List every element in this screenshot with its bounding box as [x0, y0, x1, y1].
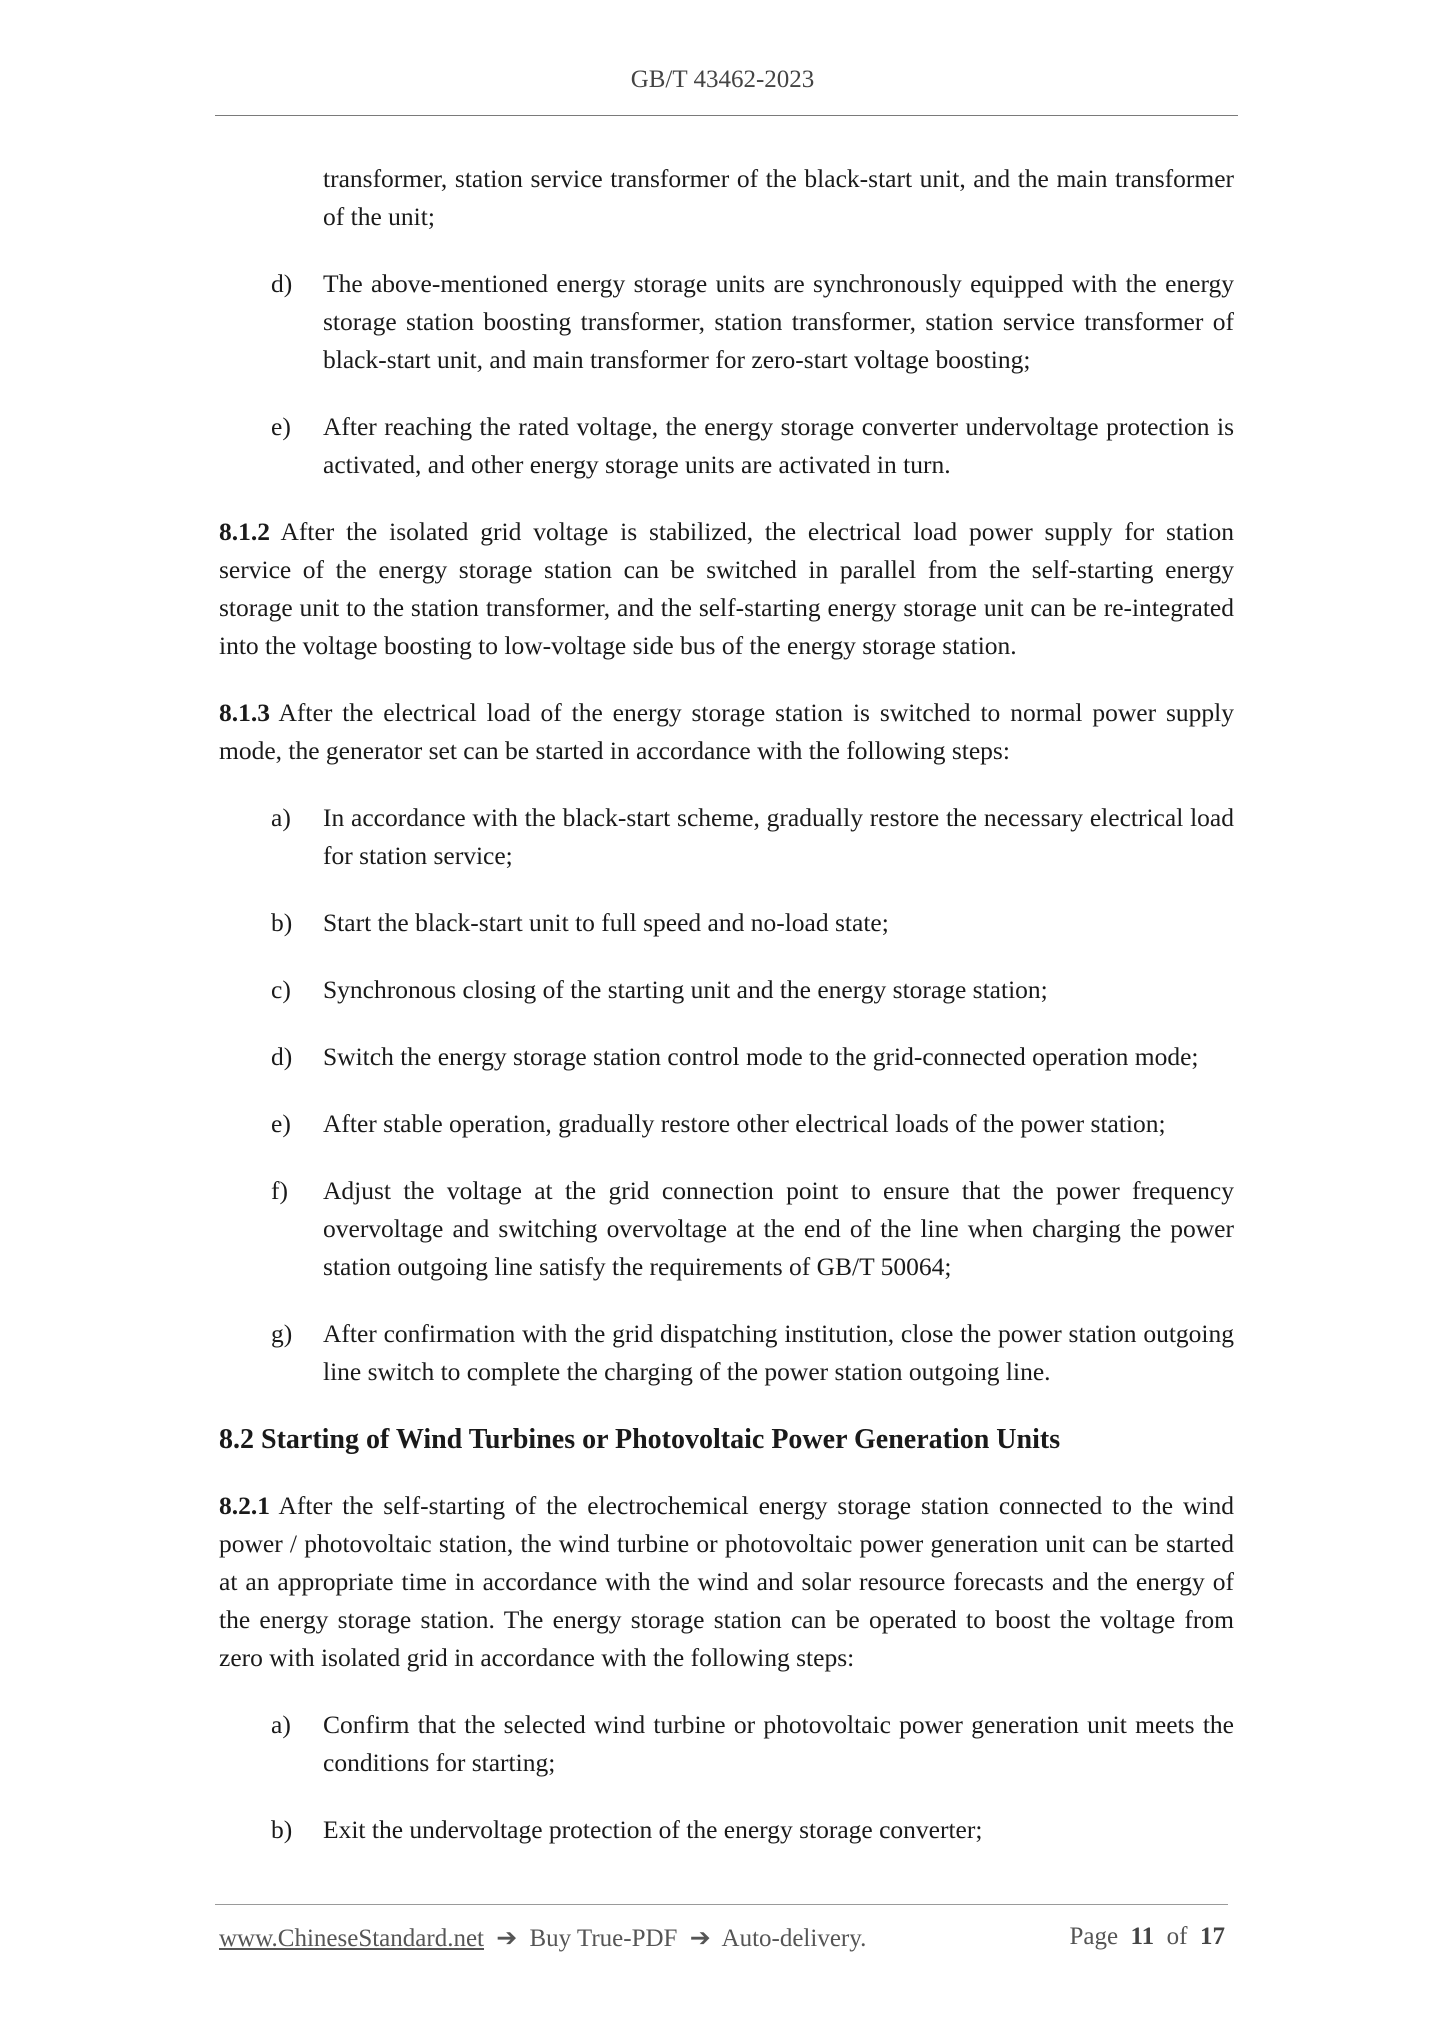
list-item-text: Switch the energy storage station control mode to the grid-connected operation mode; [323, 1042, 1199, 1071]
buy-true-pdf-text: Buy True-PDF [529, 1925, 678, 1952]
list-item-f [219, 1172, 1234, 1286]
document-body [219, 160, 1234, 1878]
page-indicator [1069, 1923, 1225, 1951]
section-heading-8-2: 8.2 Starting of Wind Turbines or Photovoltaic Power Generation Units [219, 1424, 1061, 1455]
list-item-label: e) [271, 1109, 291, 1138]
list-item-a [219, 1706, 1234, 1782]
list-item-text: Synchronous closing of the starting unit and the energy storage station; [323, 975, 1048, 1004]
list-item-label: e) [271, 412, 291, 441]
list-item-b [219, 904, 1234, 942]
clause-8-1-2 [219, 513, 1234, 665]
clause-8-1-3 [219, 694, 1234, 770]
list-item-continued [219, 160, 1234, 236]
clause-text: After the self-starting of the electrochemical energy storage station connected to the wind power / photovoltaic station, the wind turbine or photovoltaic power generation unit can be started at an appropriate time in accordance with the wind and solar resource forecasts and the energy of the energy storage station. The energy storage station can be operated to boost the voltage from zero with isolated grid in accordance with the following steps: [219, 1491, 1234, 1672]
list-item-label: c) [271, 975, 291, 1004]
list-item-label: g) [271, 1319, 293, 1348]
list-item-text: Start the black-start unit to full speed and no-load state; [323, 908, 889, 937]
list-item-e [219, 1105, 1234, 1143]
clause-8-2-1 [219, 1487, 1234, 1677]
list-item-label: f) [271, 1176, 288, 1205]
of-label: of [1166, 1923, 1188, 1950]
list-item-e [219, 408, 1234, 484]
list-item-text: The above-mentioned energy storage units are synchronously equipped with the energy storage station boosting transformer, station transformer, station service transformer of black-start unit, and main transformer for zero-start voltage boosting; [323, 269, 1234, 374]
list-item-text: Adjust the voltage at the grid connection point to ensure that the power frequency overvoltage and switching overvoltage at the end of the line when charging the power station outgoing line satisfy the requirements of GB/T 50064; [323, 1176, 1234, 1281]
list-item-text: After confirmation with the grid dispatching institution, close the power station outgoing line switch to complete the charging of the power station outgoing line. [323, 1319, 1234, 1386]
list-item-d [219, 1038, 1234, 1076]
list-item-label: b) [271, 908, 293, 937]
list-item-text: Confirm that the selected wind turbine or photovoltaic power generation unit meets the conditions for starting; [323, 1710, 1234, 1777]
list-item-label: d) [271, 269, 293, 298]
list-item-label: a) [271, 803, 291, 832]
page-current: 11 [1130, 1923, 1155, 1950]
footer-promo [219, 1923, 866, 1953]
list-item-label: d) [271, 1042, 293, 1071]
list-item-text: In accordance with the black-start scheme, gradually restore the necessary electrical load for station service; [323, 803, 1234, 870]
page-label: Page [1069, 1923, 1119, 1950]
auto-delivery-text: Auto-delivery. [721, 1925, 867, 1952]
list-item-g [219, 1315, 1234, 1391]
footer-divider [215, 1904, 1228, 1905]
list-item-text: transformer, station service transformer of the black-start unit, and the main transformer of the unit; [323, 164, 1234, 231]
clause-text: After the electrical load of the energy storage station is switched to normal power supply mode, the generator set can be started in accordance with the following steps: [219, 698, 1234, 765]
list-item-text: After reaching the rated voltage, the energy storage converter undervoltage protection is activated, and other energy storage units are activated in turn. [323, 412, 1234, 479]
clause-number: 8.1.3 [219, 698, 270, 727]
list-item-c [219, 971, 1234, 1009]
clause-text: After the isolated grid voltage is stabilized, the electrical load power supply for station service of the energy storage station can be switched in parallel from the self-starting energy storage unit to the station transformer, and the self-starting energy storage unit can be re-integrated into the voltage boosting to low-voltage side bus of the energy storage station. [219, 517, 1234, 660]
list-item-d [219, 265, 1234, 379]
arrow-right-icon: ➔ [496, 1925, 518, 1952]
website-link[interactable]: www.ChineseStandard.net [219, 1925, 484, 1952]
document-header-title: GB/T 43462-2023 [630, 66, 815, 93]
list-item-text: Exit the undervoltage protection of the energy storage converter; [323, 1815, 983, 1844]
clause-number: 8.1.2 [219, 517, 270, 546]
clause-number: 8.2.1 [219, 1491, 270, 1520]
page-total: 17 [1200, 1923, 1225, 1950]
list-item-text: After stable operation, gradually restore other electrical loads of the power station; [323, 1109, 1166, 1138]
list-item-label: b) [271, 1815, 293, 1844]
arrow-right-icon: ➔ [689, 1925, 711, 1952]
list-item-b [219, 1811, 1234, 1849]
list-item-a [219, 799, 1234, 875]
list-item-label: a) [271, 1710, 291, 1739]
header-divider [215, 115, 1238, 116]
